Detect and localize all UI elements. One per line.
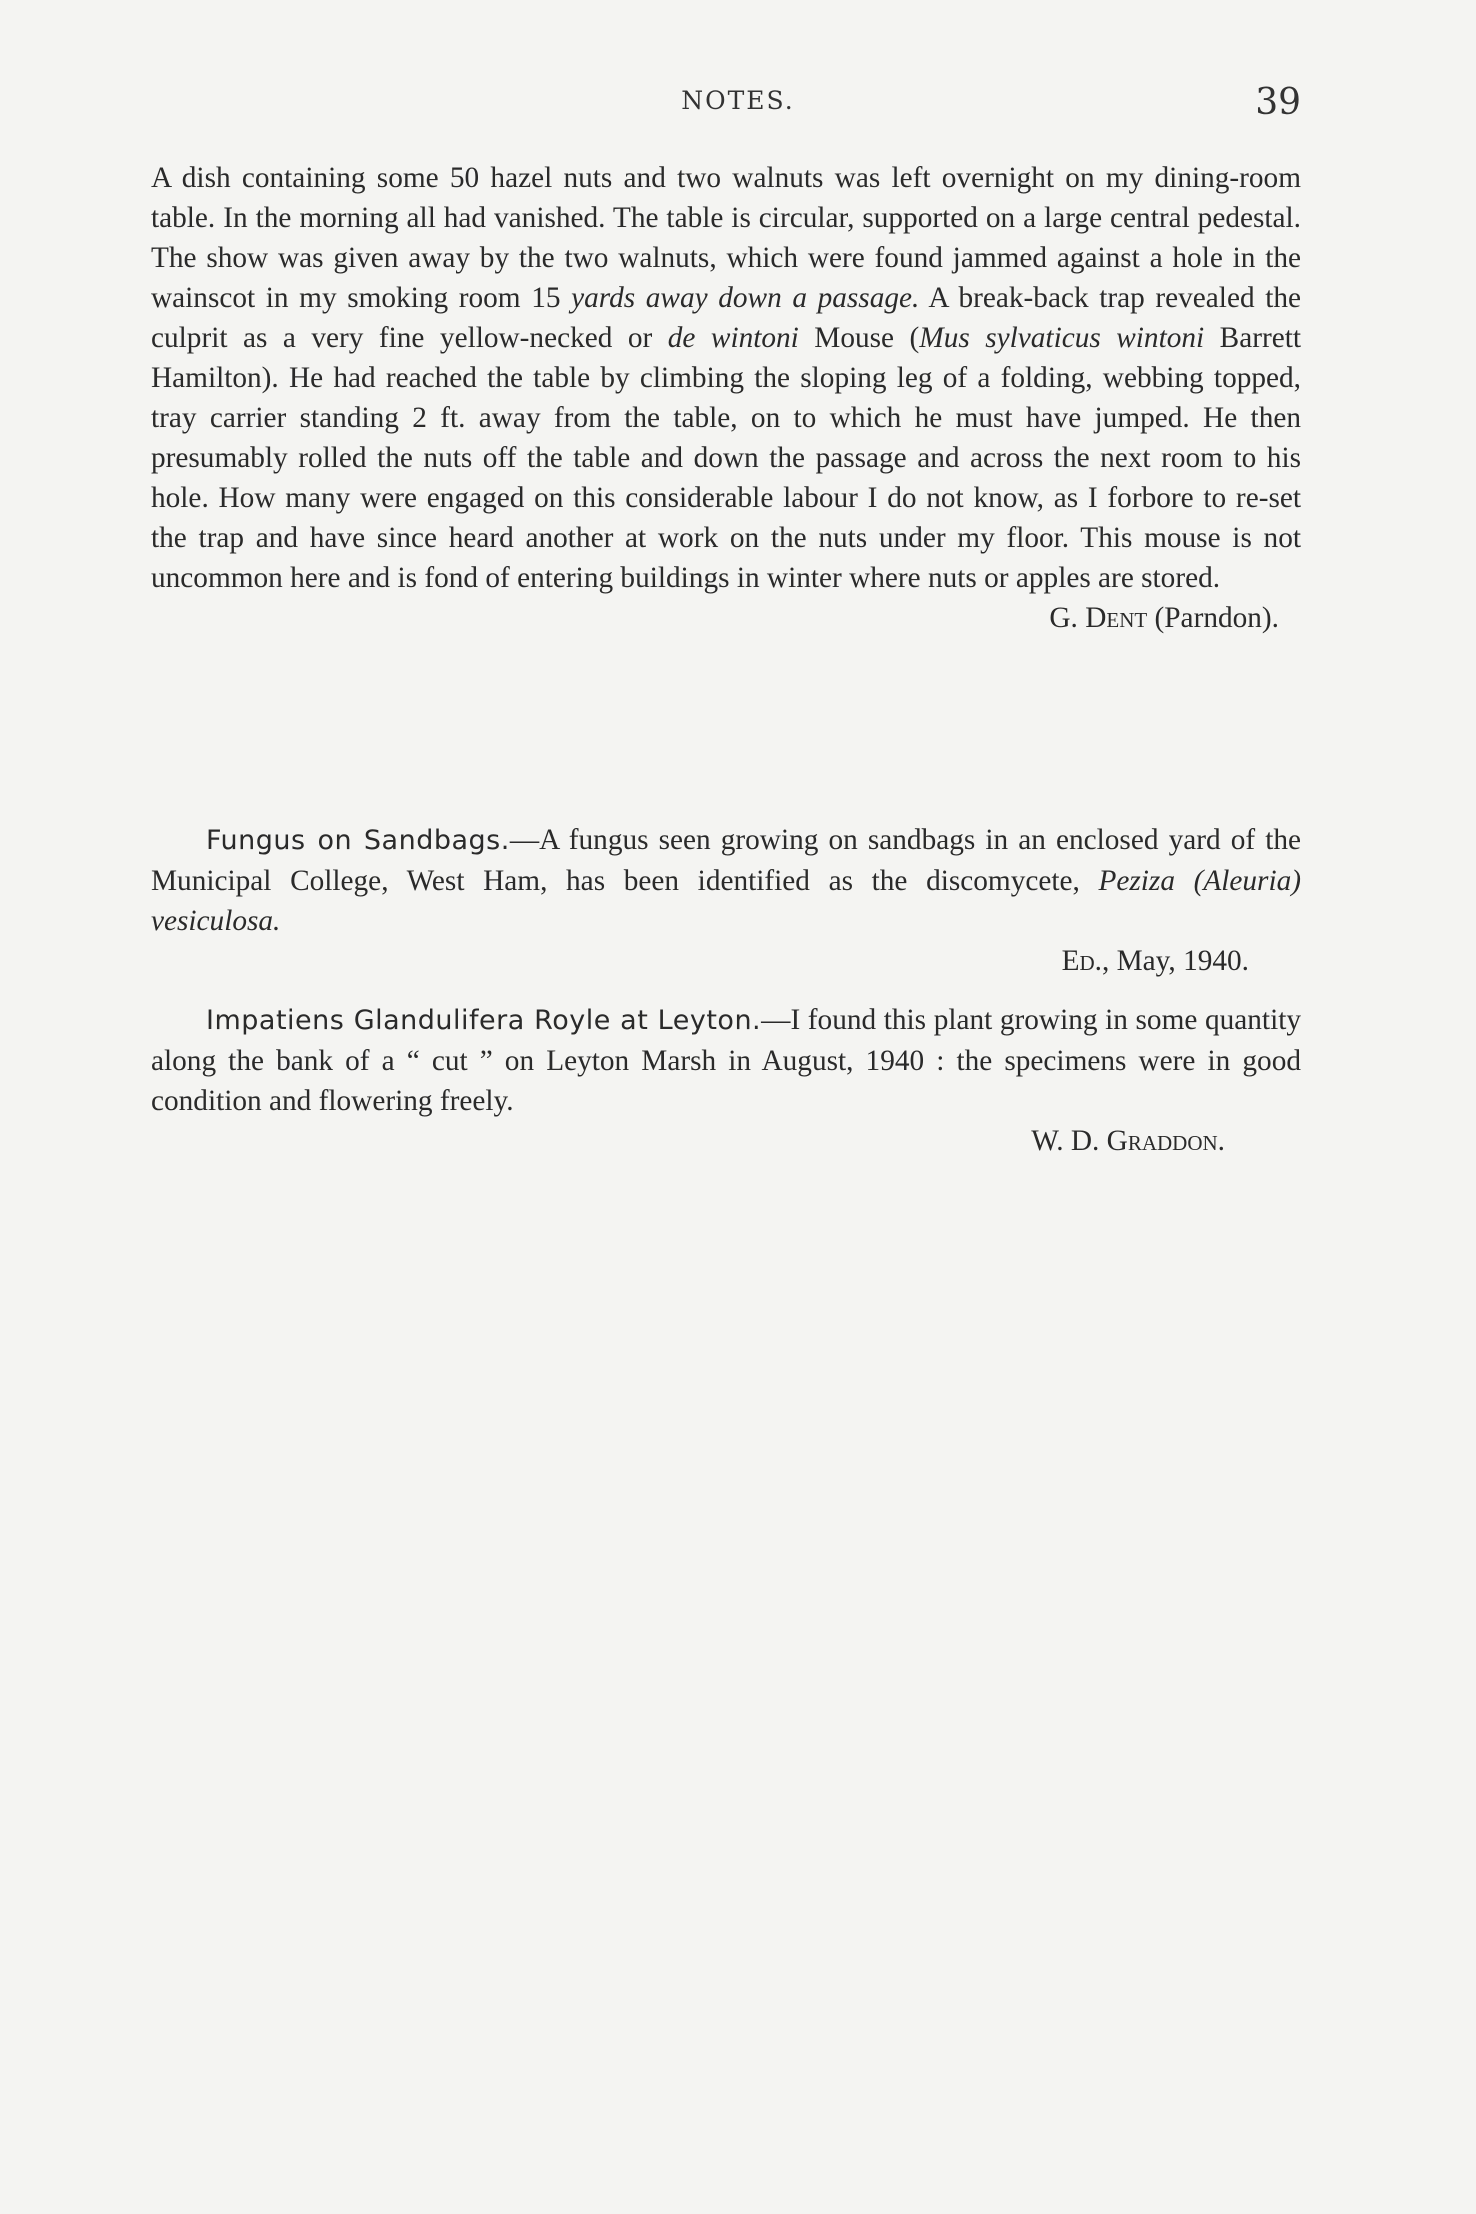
note-signature: Ed., May, 1940. [1061, 945, 1249, 977]
page-number: 39 [1255, 82, 1301, 123]
note-fungus-on-sandbags [151, 820, 1301, 981]
note-heading: Impatiens Glandulifera Royle at Leyton. [206, 1005, 762, 1036]
running-head: NOTES. [681, 86, 795, 115]
note-yellow-necked-mouse [151, 158, 1301, 638]
note-body: Impatiens Glandulifera Royle at Leyton.—I found this plant growing in some quantity along the bank of a “ cut ” on Leyton Marsh in August, 1940 : the specimens were in good condition and flowering freely. [151, 1004, 1301, 1117]
note-body: Fungus on Sandbags.—A fungus seen growing on sandbags in an enclosed yard of the Municipal College, West Ham, has been identified as the discomycete, Peziza (Aleuria) vesiculosa. [151, 824, 1302, 937]
note-signature: G. Dent (Parndon). [1049, 602, 1279, 634]
note-heading: Fungus on Sandbags. [206, 825, 510, 856]
note-body: A dish containing some 50 hazel nuts and two walnuts was left overnight on my dining-room table. In the morning all had vanished. The table is circular, supported on a large central pedestal. The show was given away by the two walnuts, which were found jammed against a hole in the wainscot in my smoking room 15 yards away down a passage. A break-back trap revealed the culprit as a very fine yellow-necked or de wintoni Mouse (Mus sylvaticus wintoni Barrett Hamilton). He had reached the table by climbing the sloping leg of a folding, webbing topped, tray carrier standing 2 ft. away from the table, on to which he must have jumped. He then presumably rolled the nuts off the table and down the passage and across the next room to his hole. How many were engaged on this considerable labour I do not know, as I forbore to re-set the trap and have since heard another at work on the nuts under my floor. This mouse is not uncommon here and is fond of entering buildings in winter where nuts or apples are stored. [151, 162, 1302, 594]
note-signature: W. D. Graddon. [1031, 1125, 1225, 1157]
note-impatiens-glandulifera [151, 1000, 1301, 1161]
